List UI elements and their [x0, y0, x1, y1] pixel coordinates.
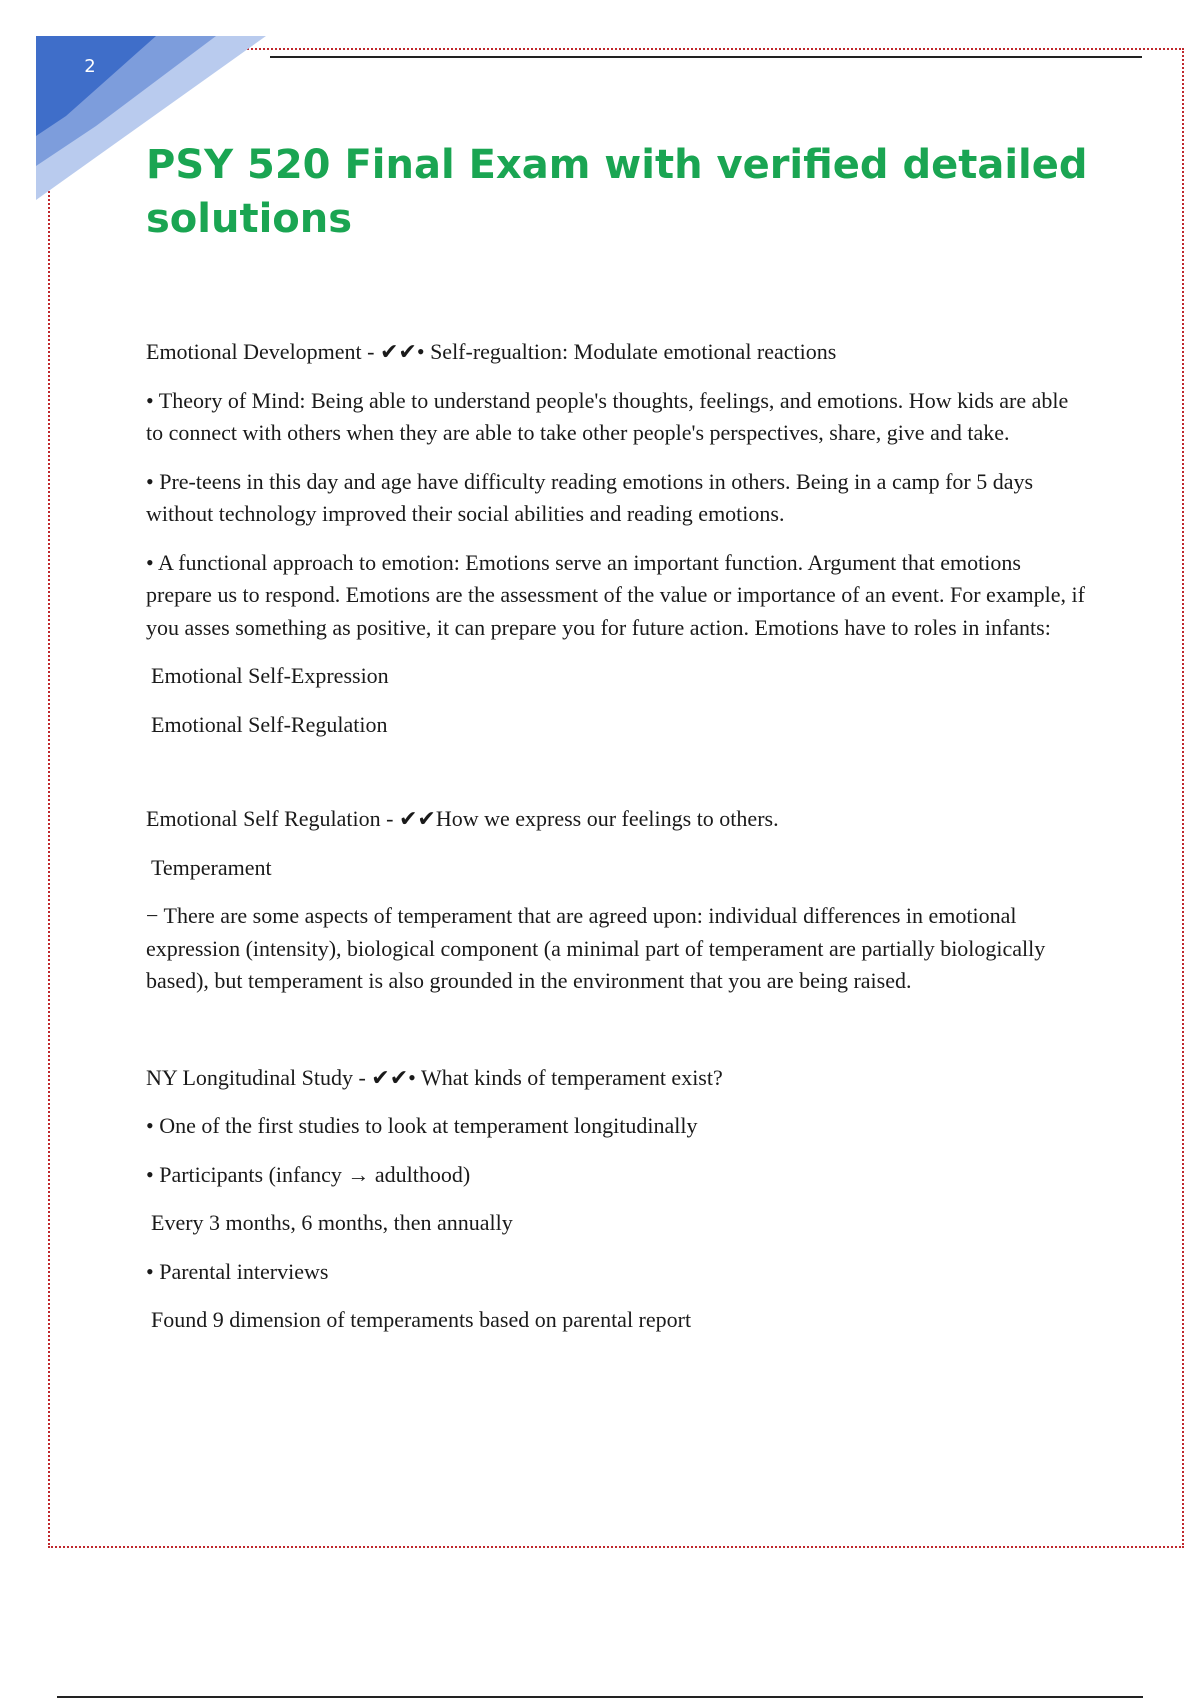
emotional-self-regulation-question: Emotional Self Regulation - ✔✔How we express our feelings to others. — [146, 806, 779, 831]
page-number: 2 — [84, 56, 96, 77]
pre-teens-paragraph: • Pre-teens in this day and age have difficulty reading emotions in others. Being in a camp for 5 days without technology improved their social abilities and reading emotions. — [146, 468, 1034, 526]
section-gap — [146, 757, 1086, 803]
temperament-heading: Temperament — [151, 854, 272, 880]
self-regulation-item: Emotional Self-Regulation — [151, 711, 388, 737]
ny-longitudinal-study-question: NY Longitudinal Study - ✔✔• What kinds of temperament exist? — [146, 1064, 723, 1090]
footer-rule — [57, 1696, 1143, 1698]
header-rule — [270, 56, 1142, 58]
frequency-item: Every 3 months, 6 months, then annually — [151, 1210, 513, 1235]
temperament-aspects-paragraph: − There are some aspects of temperament that are agreed upon: individual differences in emotional expression (intensity), biological component (a minimal part of temperament are partially biologically based), but temperament is also grounded in the environment that you are being raised. — [146, 903, 1046, 993]
self-expression-item: Emotional Self-Expression — [151, 663, 389, 688]
document-body — [146, 336, 1086, 1353]
document-title: PSY 520 Final Exam with verified detailed solutions — [146, 142, 1088, 242]
section-gap — [146, 1014, 1086, 1062]
theory-of-mind-paragraph: • Theory of Mind: Being able to understand people's thoughts, feelings, and emotions. How kids are able to connect with others when they are able to take other people's perspectives, share, give and take. — [146, 387, 1069, 445]
participants-item: • Participants (infancy → adulthood) — [146, 1161, 471, 1187]
parental-interviews-item: • Parental interviews — [146, 1258, 329, 1284]
nine-dimensions-item: Found 9 dimension of temperaments based on parental report — [151, 1307, 692, 1332]
functional-approach-paragraph: • A functional approach to emotion: Emotions serve an important function. Argument that emotions prepare us to respond. Emotions are the assessment of the value or importance of an event. For example, if you asses something as positive, it can prepare you for future action. Emotions have to roles in infants: — [146, 549, 1085, 640]
emotional-development-question: Emotional Development - ✔✔• Self-regualtion: Modulate emotional reactions — [146, 339, 837, 364]
first-studies-item: • One of the first studies to look at temperament longitudinally — [146, 1113, 698, 1138]
